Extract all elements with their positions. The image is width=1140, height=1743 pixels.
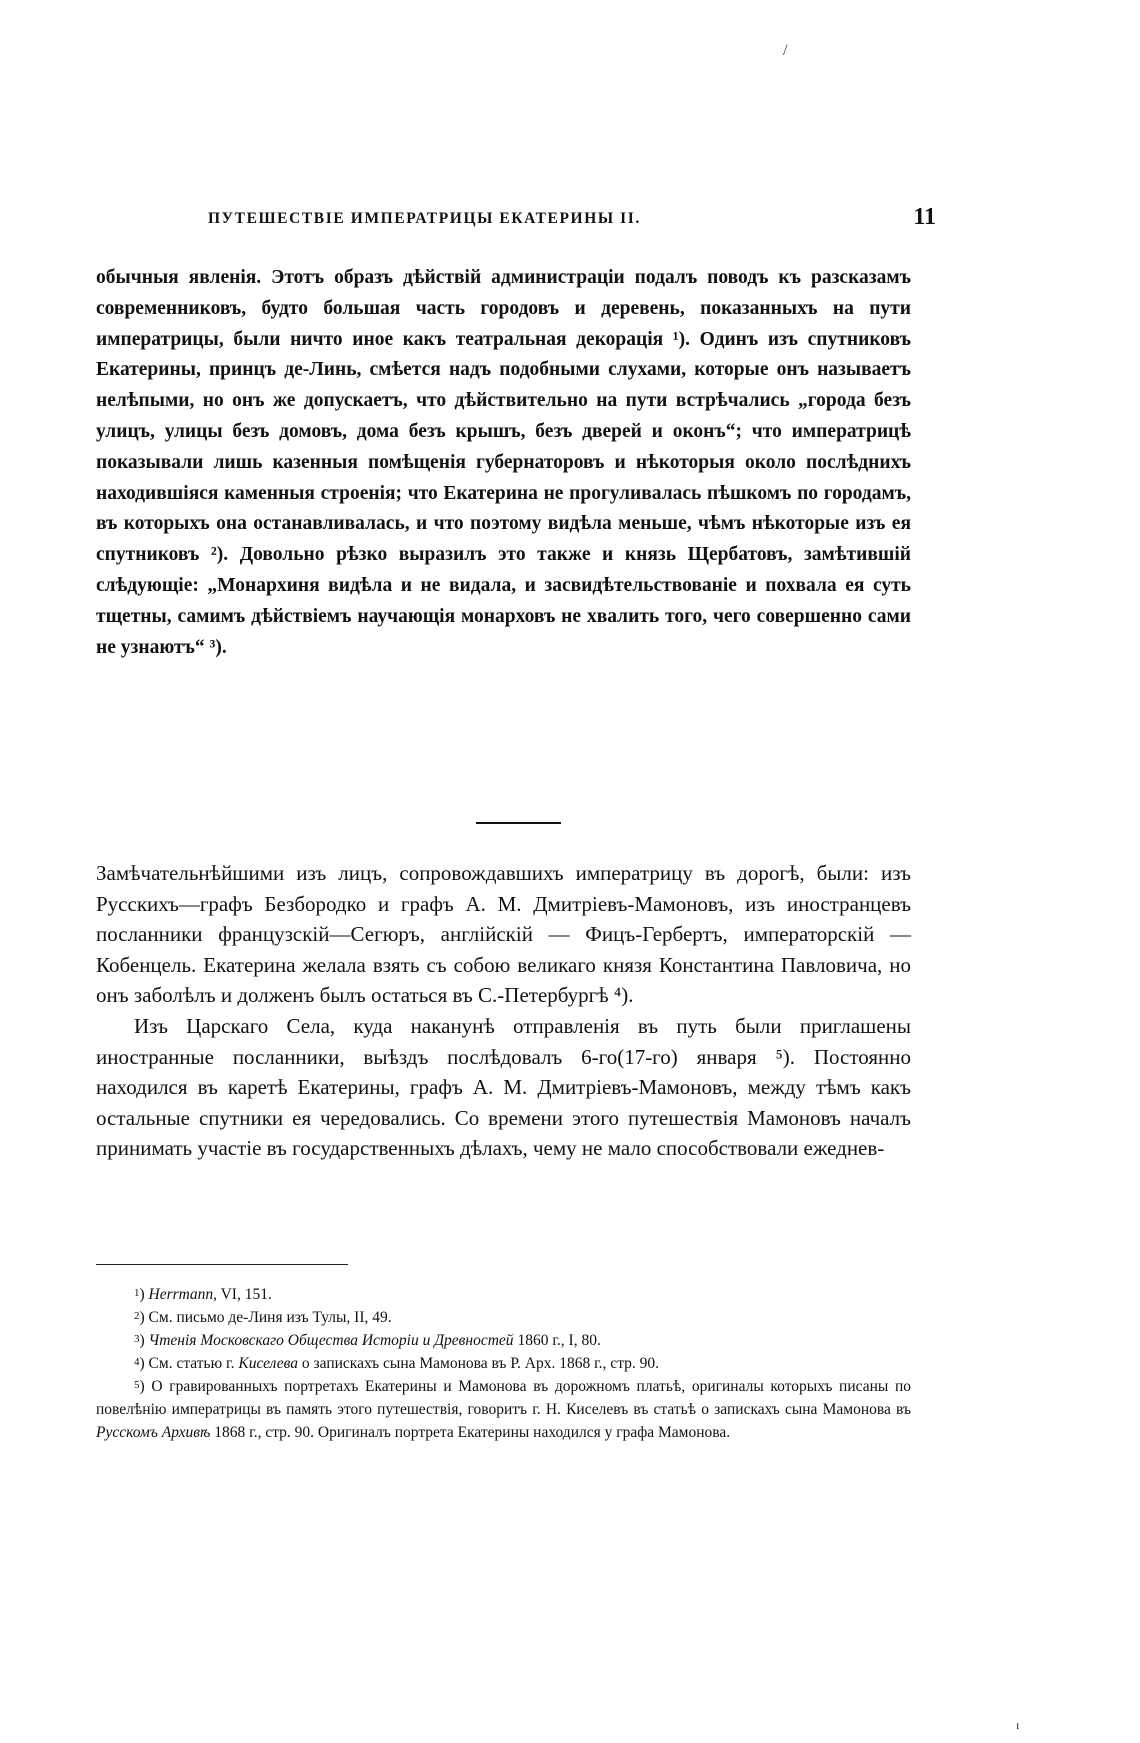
paragraph-top-text: обычныя явленія. Этотъ образъ дѣйствій администраціи подалъ поводъ къ разсказамъ современниковъ, будто большая часть городовъ и деревень, показанныхъ на пути императрицы, были ничто иное какъ театральная декорація ¹). Одинъ изъ спутниковъ Екатерины, принцъ де-Линь, смѣется надъ подобными слухами, которые онъ называетъ нелѣпыми, но онъ же допускаетъ, что дѣйствительно на пути встрѣчались „города безъ улицъ, улицы безъ домовъ, дома безъ крышъ, безъ дверей и оконъ“; что императрицѣ показывали лишь казенныя помѣщенія губернаторовъ и нѣкоторыя около послѣднихъ находившіяся каменныя строенія; что Екатерина не прогуливалась пѣшкомъ по городамъ, въ которыхъ она останавливалась, и что поэтому видѣла меньше, чѣмъ нѣкоторые изъ ея спутниковъ ²). Довольно рѣзко выразилъ это также и князь Щербатовъ, замѣтившій слѣдующіе: „Монархиня видѣла и не видала, и засвидѣтельствованіе и похвала ея суть тщетны, самимъ дѣйствіемъ научающія монарховъ не хвалить того, чего совершенно сами не узнаютъ“ ³). (96, 267, 911, 658)
paragraph-top (96, 263, 911, 663)
footnote-italic: Русскомъ Архивѣ (96, 1424, 211, 1441)
footnote-rule (96, 1264, 348, 1265)
paragraph-main-text-2: Изъ Царскаго Села, куда наканунѣ отправленія въ путь были приглашены иностранные посланники, выѣздъ послѣдовалъ 6-го(17-го) января ⁵). Постоянно находился въ каретѣ Екатерины, графъ А. М. Дмитріевъ-Мамоновъ, между тѣмъ какъ остальные спутники ея чередовались. Со времени этого путешествія Мамоновъ началъ принимать участіе въ государственныхъ дѣлахъ, чему не мало способствовали ежеднев- (96, 1013, 911, 1161)
footnotes (96, 1283, 911, 1444)
page-number: 11 (913, 204, 936, 230)
footnote-4: $^4$) См. статью г. Киселева о запискахъ сына Мамонова въ Р. Арх. 1868 г., стр. 90. (134, 1355, 660, 1372)
bottom-margin-mark: ɪ (1016, 1718, 1020, 1732)
footnote-3: $^3$) Чтенія Московскаго Общества Исторіи и Древностей 1860 г., I, 80. (134, 1332, 601, 1349)
footnote-marker: 1 (134, 1287, 140, 1299)
footnote-marker: 3 (134, 1333, 140, 1345)
running-title: ПУТЕШЕСТВІЕ ИМПЕРАТРИЦЫ ЕКАТЕРИНЫ II. (208, 210, 641, 227)
footnote-marker: 5 (134, 1379, 140, 1391)
margin-tick-mark: / (783, 42, 788, 59)
footnote-marker: 2 (134, 1310, 140, 1322)
footnote-italic: Чтенія Московскаго Общества Исторіи и Древностей (148, 1332, 514, 1349)
paragraph-main-text-1: Замѣчательнѣйшими изъ лицъ, сопровождавшихъ императрицу въ дорогѣ, были: изъ Русскихъ—графъ Безбородко и графъ А. М. Дмитріевъ-Мамоновъ, изъ иностранцевъ посланники французскій—Сегюръ, англійскій — Фицъ-Гербертъ, императорскій — Кобенцель. Екатерина желала взять съ собою великаго князя Константина Павловича, но онъ заболѣлъ и долженъ былъ остаться въ С.-Петербургѣ ⁴). (96, 861, 911, 1008)
paragraph-main (96, 858, 911, 1164)
running-head (96, 204, 936, 238)
footnote-marker: 4 (134, 1356, 140, 1368)
footnote-italic: Herrmann (148, 1286, 214, 1303)
section-divider (476, 822, 561, 824)
footnote-1: $^1$) Herrmann, VI, 151. (134, 1286, 272, 1303)
footnote-5: $^5$) О гравированныхъ портретахъ Екатерины и Мамонова въ дорожномъ платьѣ, оригиналы которыхъ писаны по повелѣнію императрицы въ память этого путешествія, говоритъ г. Н. Киселевъ въ статьѣ о запискахъ сына Мамонова въ Русскомъ Архивѣ 1868 г., стр. 90. Оригиналъ портрета Екатерины находился у графа Мамонова. (96, 1378, 912, 1441)
footnote-italic: Киселева (238, 1355, 299, 1372)
footnote-2: $^2$) См. письмо де-Линя изъ Тулы, II, 49. (134, 1309, 392, 1326)
